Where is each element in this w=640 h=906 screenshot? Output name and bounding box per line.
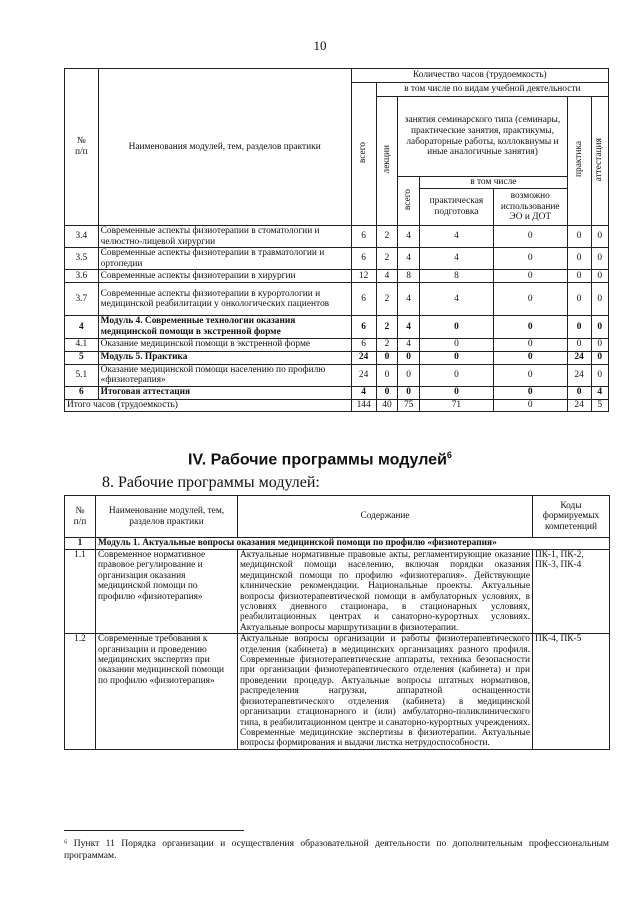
module1-title: Модуль 1. Актуальные вопросы оказания медицинской помощи по профилю «физиотерапия»: [96, 538, 610, 550]
cell-num: 3.6: [65, 270, 99, 283]
cell-pr: 0: [567, 248, 591, 270]
cell-pr: 24: [567, 351, 591, 364]
cell-eo: 0: [493, 316, 567, 338]
cell-att: 4: [591, 386, 608, 399]
cell-total: 4: [351, 386, 376, 399]
table-row: [65, 248, 609, 270]
cell-lec: 2: [376, 226, 398, 248]
cell-eo: 0: [493, 364, 567, 386]
cell-num: 4.1: [65, 338, 99, 351]
cell-num: 1.1: [65, 550, 96, 634]
cell-sem: 4: [398, 248, 420, 270]
cell-num: 3.4: [65, 226, 99, 248]
table-row: [65, 316, 609, 338]
total-att: 5: [591, 399, 608, 411]
cell-total: 6: [351, 226, 376, 248]
total-pr: 24: [567, 399, 591, 411]
table-row: [65, 226, 609, 248]
t2-header-num: № п/п: [65, 496, 96, 538]
header-name: Наименования модулей, тем, разделов практики: [98, 69, 351, 226]
cell-eo: 0: [493, 248, 567, 270]
cell-total: 6: [351, 283, 376, 316]
total-total: 144: [351, 399, 376, 411]
header-attestation: аттестация: [594, 137, 605, 181]
header-by-type: в том числе по видам учебной деятельности: [376, 83, 608, 97]
cell-total: 12: [351, 270, 376, 283]
total-eo: 0: [493, 399, 567, 411]
cell-lec: 0: [376, 351, 398, 364]
cell-pr: 0: [567, 386, 591, 399]
cell-sem: 4: [398, 283, 420, 316]
cell-total: 24: [351, 351, 376, 364]
cell-eo: 0: [493, 226, 567, 248]
total-lec: 40: [376, 399, 398, 411]
cell-name: Модуль 4. Современные технологии оказания медицинской помощи в экстренной форме: [98, 316, 351, 338]
cell-att: 0: [591, 364, 608, 386]
cell-lec: 4: [376, 270, 398, 283]
cell-pr: 0: [567, 338, 591, 351]
cell-lec: 2: [376, 338, 398, 351]
cell-total: 24: [351, 364, 376, 386]
cell-pr: 0: [567, 270, 591, 283]
cell-content: Актуальные вопросы организации и работы физиотерапевтического отделения (кабинета) в медицинских организациях разного профиля. Современные физиотерапевтические аппараты, техника безопасности при организации физиотерапевтического отделения (кабинета) и при проведении процедур. Актуальные вопросы штатных нормативов, распределения нагрузки, аппаратной оснащенности физиотерапевтического отделения (кабинета) в медицинской организации стационарного и (или) амбулаторно-поликлинического типа, в реабилитационном центре и санаторно-курортных учреждениях. Современные медицинские экспертизы в физиотерапии. Актуальные вопросы формирования и выдачи листка нетрудоспособности.: [238, 634, 533, 749]
header-practice: практика: [573, 141, 584, 178]
t2-header-content: Содержание: [238, 496, 533, 538]
table-row: [65, 364, 609, 386]
cell-att: 0: [591, 270, 608, 283]
cell-num: 3.5: [65, 248, 99, 270]
cell-eo: 0: [493, 386, 567, 399]
module1-num: 1: [65, 538, 96, 550]
cell-sem: 0: [398, 351, 420, 364]
cell-total: 6: [351, 316, 376, 338]
cell-name: Модуль 5. Практика: [98, 351, 351, 364]
header-eo-dot: возможно использование ЭО и ДОТ: [493, 189, 567, 226]
cell-codes: ПК-1, ПК-2, ПК-3, ПК-4: [533, 550, 610, 634]
header-seminar: занятия семинарского типа (семинары, практические занятия, практикумы, лабораторные работы, коллоквиумы и иные аналогичные занятия): [398, 97, 567, 177]
cell-num: 5.1: [65, 364, 99, 386]
table-row: [65, 634, 610, 749]
cell-pr: 0: [567, 316, 591, 338]
cell-prac: 4: [420, 283, 494, 316]
cell-pr: 24: [567, 364, 591, 386]
footnote-divider: [64, 830, 244, 831]
cell-num: 3.7: [65, 283, 99, 316]
total-label: Итого часов (трудоемкость): [65, 399, 352, 411]
cell-sem: 0: [398, 364, 420, 386]
header-including: в том числе: [420, 177, 568, 189]
table-row: [65, 351, 609, 364]
table-row: [65, 338, 609, 351]
cell-num: 6: [65, 386, 99, 399]
header-sem-total: всего: [403, 188, 414, 210]
cell-sem: 4: [398, 338, 420, 351]
cell-lec: 2: [376, 248, 398, 270]
cell-att: 0: [591, 316, 608, 338]
cell-name: Современные аспекты физиотерапии в стоматологии и челюстно-лицевой хирургии: [98, 226, 351, 248]
footnote-ref: 6: [446, 450, 452, 460]
cell-att: 0: [591, 248, 608, 270]
cell-name: Современные аспекты физиотерапии в травматологии и ортопедии: [98, 248, 351, 270]
footnote: ⁶ Пункт 11 Порядка организации и осуществления образовательной деятельности по дополнительным профессиональным программам.: [64, 838, 609, 861]
cell-att: 0: [591, 226, 608, 248]
module-programs-table: [64, 495, 610, 750]
cell-lec: 2: [376, 316, 398, 338]
cell-name: Оказание медицинской помощи населению по профилю «физиотерапия»: [98, 364, 351, 386]
section-heading: IV. Рабочие программы модулей$^6$: [188, 450, 452, 469]
cell-eo: 0: [493, 283, 567, 316]
cell-name: Современные аспекты физиотерапии в курортологии и медицинской реабилитации у онкологических пациентов: [98, 283, 351, 316]
table-row: [65, 270, 609, 283]
cell-sem: 4: [398, 316, 420, 338]
total-sem: 75: [398, 399, 420, 411]
cell-eo: 0: [493, 351, 567, 364]
cell-lec: 0: [376, 386, 398, 399]
hours-table: [64, 68, 609, 412]
cell-att: 0: [591, 338, 608, 351]
cell-lec: 0: [376, 364, 398, 386]
t2-header-name: Наименование модулей, тем, разделов практики: [96, 496, 238, 538]
cell-prac: 0: [420, 351, 494, 364]
table-row: [65, 283, 609, 316]
header-num: № п/п: [65, 69, 99, 226]
total-prac: 71: [420, 399, 494, 411]
header-hours: Количество часов (трудоемкость): [351, 69, 608, 83]
cell-num: 5: [65, 351, 99, 364]
subheading: 8. Рабочие программы модулей:: [102, 474, 320, 491]
cell-total: 6: [351, 338, 376, 351]
cell-content: Актуальные нормативные правовые акты, регламентирующие оказание медицинской помощи населению, включая порядки оказания медицинской помощи по профилю «физиотерапия». Действующие клинические рекомендации. Национальные проекты. Актуальные вопросы физиотерапевтической помощи в амбулаторных условиях, в условиях дневного стационара, в стационарных условиях, реабилитационных центрах и санаторно-курортных условиях. Актуальные вопросы маршрутизации в физиотерапии.: [238, 550, 533, 634]
cell-pr: 0: [567, 226, 591, 248]
cell-sem: 8: [398, 270, 420, 283]
cell-total: 6: [351, 248, 376, 270]
cell-name: Оказание медицинской помощи в экстренной форме: [98, 338, 351, 351]
header-lectures: лекции: [381, 144, 392, 174]
cell-codes: ПК-4, ПК-5: [533, 634, 610, 749]
table-row: [65, 550, 610, 634]
header-practical-prep: практическая подготовка: [420, 189, 494, 226]
cell-num: 1.2: [65, 634, 96, 749]
cell-prac: 0: [420, 386, 494, 399]
cell-eo: 0: [493, 338, 567, 351]
cell-prac: 8: [420, 270, 494, 283]
cell-pr: 0: [567, 283, 591, 316]
cell-att: 0: [591, 283, 608, 316]
cell-prac: 0: [420, 364, 494, 386]
cell-name: Современные требования к организации и проведению медицинских экспертиз при оказании медицинской помощи по профилю «физиотерапия»: [96, 634, 238, 749]
cell-name: Итоговая аттестация: [98, 386, 351, 399]
cell-prac: 4: [420, 248, 494, 270]
cell-eo: 0: [493, 270, 567, 283]
cell-sem: 4: [398, 226, 420, 248]
header-total: всего: [358, 141, 369, 163]
cell-prac: 0: [420, 338, 494, 351]
total-row: [65, 399, 609, 411]
cell-num: 4: [65, 316, 99, 338]
cell-name: Современные аспекты физиотерапии в хирургии: [98, 270, 351, 283]
t2-header-codes: Коды формируемых компетенций: [533, 496, 610, 538]
cell-att: 0: [591, 351, 608, 364]
cell-lec: 2: [376, 283, 398, 316]
page-number: 10: [313, 38, 327, 53]
cell-sem: 0: [398, 386, 420, 399]
table-row: [65, 386, 609, 399]
cell-name: Современное нормативное правовое регулирование и организация оказания медицинской помощи по профилю «физиотерапия»: [96, 550, 238, 634]
cell-prac: 0: [420, 316, 494, 338]
cell-prac: 4: [420, 226, 494, 248]
